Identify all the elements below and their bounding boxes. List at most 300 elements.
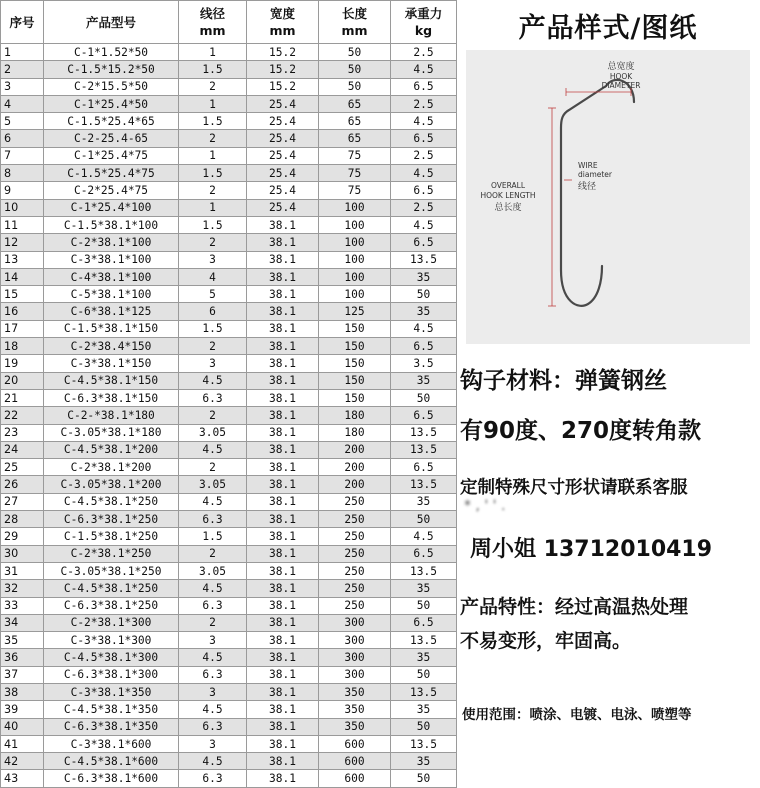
cell-wire: 3 bbox=[179, 735, 247, 752]
cell-length: 600 bbox=[319, 735, 391, 752]
table-row bbox=[1, 372, 457, 389]
cell-no: 33 bbox=[1, 597, 44, 614]
usage-text: 使用范围：喷涂、电镀、电泳、喷塑等 bbox=[462, 707, 692, 723]
cell-wire: 1.5 bbox=[179, 165, 247, 182]
cell-length: 150 bbox=[319, 372, 391, 389]
cell-wire: 3 bbox=[179, 355, 247, 372]
cell-width: 25.4 bbox=[247, 165, 319, 182]
cell-wire: 4 bbox=[179, 268, 247, 285]
cell-length: 100 bbox=[319, 199, 391, 216]
cell-length: 100 bbox=[319, 268, 391, 285]
cell-length: 250 bbox=[319, 528, 391, 545]
cell-width: 38.1 bbox=[247, 286, 319, 303]
table-row bbox=[1, 597, 457, 614]
table-row bbox=[1, 95, 457, 112]
cell-wire: 3.05 bbox=[179, 562, 247, 579]
cell-wire: 3 bbox=[179, 632, 247, 649]
label-width-en-2: DIAMETER bbox=[601, 81, 641, 90]
cell-width: 15.2 bbox=[247, 61, 319, 78]
cell-width: 15.2 bbox=[247, 44, 319, 61]
cell-wire: 6.3 bbox=[179, 511, 247, 528]
cell-width: 38.1 bbox=[247, 303, 319, 320]
cell-no: 36 bbox=[1, 649, 44, 666]
cell-length: 150 bbox=[319, 320, 391, 337]
cell-wire: 2 bbox=[179, 338, 247, 355]
cell-wire: 4.5 bbox=[179, 372, 247, 389]
cell-no: 24 bbox=[1, 441, 44, 458]
table-row bbox=[1, 199, 457, 216]
cell-length: 75 bbox=[319, 147, 391, 164]
label-wire-en-2: diameter bbox=[578, 170, 612, 179]
cell-length: 50 bbox=[319, 61, 391, 78]
hook-diagram bbox=[466, 50, 750, 344]
cell-length: 100 bbox=[319, 216, 391, 233]
cell-model: C-6.3*38.1*150 bbox=[44, 389, 179, 406]
cell-load: 35 bbox=[391, 493, 457, 510]
table-row bbox=[1, 355, 457, 372]
cell-load: 13.5 bbox=[391, 632, 457, 649]
table-row bbox=[1, 580, 457, 597]
cell-width: 38.1 bbox=[247, 251, 319, 268]
cell-model: C-6.3*38.1*350 bbox=[44, 718, 179, 735]
cell-no: 39 bbox=[1, 701, 44, 718]
cell-length: 75 bbox=[319, 165, 391, 182]
cell-model: C-4.5*38.1*300 bbox=[44, 649, 179, 666]
angle-text: 有90度、270度转角款 bbox=[460, 418, 702, 444]
col-header-model: 产品型号 bbox=[44, 1, 179, 44]
cell-wire: 2 bbox=[179, 234, 247, 251]
cell-wire: 3.05 bbox=[179, 424, 247, 441]
cell-load: 50 bbox=[391, 511, 457, 528]
cell-load: 6.5 bbox=[391, 234, 457, 251]
cell-model: C-1.5*25.4*75 bbox=[44, 165, 179, 182]
label-length-en-2: HOOK LENGTH bbox=[480, 191, 536, 200]
cell-load: 2.5 bbox=[391, 199, 457, 216]
cell-model: C-1*25.4*50 bbox=[44, 95, 179, 112]
cell-wire: 2 bbox=[179, 407, 247, 424]
cell-wire: 6 bbox=[179, 303, 247, 320]
cell-wire: 2 bbox=[179, 614, 247, 631]
table-row bbox=[1, 545, 457, 562]
cell-load: 2.5 bbox=[391, 95, 457, 112]
table-row bbox=[1, 424, 457, 441]
cell-width: 25.4 bbox=[247, 182, 319, 199]
cell-no: 9 bbox=[1, 182, 44, 199]
cell-load: 6.5 bbox=[391, 545, 457, 562]
label-width-cn: 总宽度 bbox=[607, 62, 635, 72]
cell-length: 350 bbox=[319, 683, 391, 700]
cell-model: C-3*38.1*150 bbox=[44, 355, 179, 372]
cell-no: 11 bbox=[1, 216, 44, 233]
cell-no: 40 bbox=[1, 718, 44, 735]
cell-model: C-6.3*38.1*250 bbox=[44, 511, 179, 528]
cell-model: C-4.5*38.1*150 bbox=[44, 372, 179, 389]
label-length-en-1: OVERALL bbox=[490, 181, 526, 190]
col-header-wire: 线径 mm bbox=[179, 1, 247, 44]
cell-length: 100 bbox=[319, 286, 391, 303]
cell-wire: 1 bbox=[179, 199, 247, 216]
cell-no: 43 bbox=[1, 770, 44, 787]
cell-length: 200 bbox=[319, 459, 391, 476]
cell-wire: 6.3 bbox=[179, 770, 247, 787]
col-header-width: 宽度 mm bbox=[247, 1, 319, 44]
hook-diagram-svg bbox=[466, 50, 750, 344]
cell-length: 50 bbox=[319, 44, 391, 61]
cell-model: C-3.05*38.1*200 bbox=[44, 476, 179, 493]
cell-load: 4.5 bbox=[391, 216, 457, 233]
cell-wire: 4.5 bbox=[179, 580, 247, 597]
cell-load: 6.5 bbox=[391, 459, 457, 476]
table-row bbox=[1, 320, 457, 337]
cell-no: 14 bbox=[1, 268, 44, 285]
table-row bbox=[1, 511, 457, 528]
cell-load: 50 bbox=[391, 666, 457, 683]
cell-model: C-1.5*38.1*150 bbox=[44, 320, 179, 337]
cell-width: 38.1 bbox=[247, 493, 319, 510]
cell-wire: 2 bbox=[179, 130, 247, 147]
cell-model: C-2*38.1*100 bbox=[44, 234, 179, 251]
cell-load: 35 bbox=[391, 649, 457, 666]
cell-no: 20 bbox=[1, 372, 44, 389]
cell-model: C-2*15.5*50 bbox=[44, 78, 179, 95]
cell-load: 13.5 bbox=[391, 683, 457, 700]
cell-no: 7 bbox=[1, 147, 44, 164]
cell-model: C-6.3*38.1*250 bbox=[44, 597, 179, 614]
cell-no: 37 bbox=[1, 666, 44, 683]
col-header-load: 承重力 kg bbox=[391, 1, 457, 44]
cell-width: 38.1 bbox=[247, 597, 319, 614]
cell-load: 35 bbox=[391, 372, 457, 389]
cell-wire: 3 bbox=[179, 683, 247, 700]
cell-load: 13.5 bbox=[391, 251, 457, 268]
cell-length: 75 bbox=[319, 182, 391, 199]
cell-no: 35 bbox=[1, 632, 44, 649]
cell-length: 150 bbox=[319, 338, 391, 355]
cell-width: 38.1 bbox=[247, 372, 319, 389]
table-row bbox=[1, 303, 457, 320]
cell-load: 35 bbox=[391, 701, 457, 718]
label-length-cn: 总长度 bbox=[494, 203, 522, 213]
cell-length: 50 bbox=[319, 78, 391, 95]
cell-no: 12 bbox=[1, 234, 44, 251]
cell-model: C-3.05*38.1*250 bbox=[44, 562, 179, 579]
cell-length: 300 bbox=[319, 614, 391, 631]
label-wire-en-1: WIRE bbox=[578, 161, 598, 170]
cell-wire: 2 bbox=[179, 459, 247, 476]
cell-wire: 4.5 bbox=[179, 649, 247, 666]
cell-model: C-2-25.4-65 bbox=[44, 130, 179, 147]
cell-load: 50 bbox=[391, 718, 457, 735]
cell-model: C-2*38.1*200 bbox=[44, 459, 179, 476]
cell-no: 19 bbox=[1, 355, 44, 372]
cell-width: 38.1 bbox=[247, 718, 319, 735]
cell-model: C-1.5*15.2*50 bbox=[44, 61, 179, 78]
table-row bbox=[1, 286, 457, 303]
cell-model: C-4.5*38.1*350 bbox=[44, 701, 179, 718]
cell-wire: 1.5 bbox=[179, 61, 247, 78]
cell-load: 35 bbox=[391, 753, 457, 770]
cell-width: 38.1 bbox=[247, 770, 319, 787]
table-row bbox=[1, 44, 457, 61]
cell-model: C-3*38.1*300 bbox=[44, 632, 179, 649]
table-row bbox=[1, 147, 457, 164]
cell-no: 1 bbox=[1, 44, 44, 61]
cell-width: 25.4 bbox=[247, 130, 319, 147]
cell-model: C-3*38.1*100 bbox=[44, 251, 179, 268]
cell-load: 3.5 bbox=[391, 355, 457, 372]
cell-length: 300 bbox=[319, 649, 391, 666]
cell-no: 30 bbox=[1, 545, 44, 562]
cell-no: 31 bbox=[1, 562, 44, 579]
table-row bbox=[1, 389, 457, 406]
cell-width: 38.1 bbox=[247, 528, 319, 545]
cell-width: 38.1 bbox=[247, 562, 319, 579]
cell-length: 250 bbox=[319, 562, 391, 579]
cell-model: C-6.3*38.1*600 bbox=[44, 770, 179, 787]
cell-load: 2.5 bbox=[391, 147, 457, 164]
cell-load: 4.5 bbox=[391, 528, 457, 545]
cell-width: 38.1 bbox=[247, 666, 319, 683]
cell-no: 42 bbox=[1, 753, 44, 770]
cell-load: 50 bbox=[391, 389, 457, 406]
cell-load: 6.5 bbox=[391, 614, 457, 631]
table-row bbox=[1, 753, 457, 770]
cell-model: C-1*25.4*100 bbox=[44, 199, 179, 216]
cell-length: 65 bbox=[319, 130, 391, 147]
cell-no: 32 bbox=[1, 580, 44, 597]
cell-width: 38.1 bbox=[247, 735, 319, 752]
cell-length: 250 bbox=[319, 545, 391, 562]
cell-model: C-1.5*38.1*250 bbox=[44, 528, 179, 545]
cell-model: C-1*1.52*50 bbox=[44, 44, 179, 61]
cell-wire: 4.5 bbox=[179, 493, 247, 510]
cell-load: 4.5 bbox=[391, 320, 457, 337]
cell-width: 25.4 bbox=[247, 95, 319, 112]
table-row bbox=[1, 407, 457, 424]
table-row bbox=[1, 459, 457, 476]
cell-length: 100 bbox=[319, 234, 391, 251]
cell-length: 250 bbox=[319, 493, 391, 510]
label-wire-cn: 线径 bbox=[578, 182, 597, 192]
table-row bbox=[1, 268, 457, 285]
cell-no: 6 bbox=[1, 130, 44, 147]
cell-wire: 6.3 bbox=[179, 666, 247, 683]
cell-length: 65 bbox=[319, 113, 391, 130]
cell-model: C-1.5*25.4*65 bbox=[44, 113, 179, 130]
cell-wire: 1.5 bbox=[179, 528, 247, 545]
cell-load: 13.5 bbox=[391, 441, 457, 458]
table-row bbox=[1, 735, 457, 752]
cell-no: 8 bbox=[1, 165, 44, 182]
cell-model: C-6*38.1*125 bbox=[44, 303, 179, 320]
cell-no: 26 bbox=[1, 476, 44, 493]
cell-no: 17 bbox=[1, 320, 44, 337]
cell-wire: 2 bbox=[179, 182, 247, 199]
cell-load: 4.5 bbox=[391, 165, 457, 182]
cell-model: C-4.5*38.1*200 bbox=[44, 441, 179, 458]
feature-line-1: 产品特性：经过高温热处理 bbox=[460, 596, 689, 618]
cell-no: 27 bbox=[1, 493, 44, 510]
cell-length: 600 bbox=[319, 770, 391, 787]
cell-load: 13.5 bbox=[391, 562, 457, 579]
table-row bbox=[1, 649, 457, 666]
cell-length: 250 bbox=[319, 597, 391, 614]
s-hook-wire bbox=[561, 80, 634, 306]
table-row bbox=[1, 130, 457, 147]
cell-length: 150 bbox=[319, 389, 391, 406]
table-header bbox=[1, 1, 457, 44]
cell-length: 250 bbox=[319, 511, 391, 528]
cell-width: 38.1 bbox=[247, 701, 319, 718]
cell-width: 38.1 bbox=[247, 268, 319, 285]
cell-width: 38.1 bbox=[247, 753, 319, 770]
table-row bbox=[1, 528, 457, 545]
cell-length: 200 bbox=[319, 476, 391, 493]
cell-wire: 6.3 bbox=[179, 718, 247, 735]
cell-no: 22 bbox=[1, 407, 44, 424]
table-row bbox=[1, 113, 457, 130]
cell-wire: 4.5 bbox=[179, 441, 247, 458]
cell-load: 50 bbox=[391, 770, 457, 787]
cell-load: 6.5 bbox=[391, 407, 457, 424]
cell-no: 29 bbox=[1, 528, 44, 545]
cell-length: 180 bbox=[319, 407, 391, 424]
cell-model: C-1*25.4*75 bbox=[44, 147, 179, 164]
cell-wire: 4.5 bbox=[179, 701, 247, 718]
cell-load: 4.5 bbox=[391, 61, 457, 78]
table-row bbox=[1, 632, 457, 649]
cell-width: 25.4 bbox=[247, 113, 319, 130]
col-header-no: 序号 bbox=[1, 1, 44, 44]
cell-no: 18 bbox=[1, 338, 44, 355]
cell-wire: 1.5 bbox=[179, 320, 247, 337]
feature-line-2: 不易变形，牢固高。 bbox=[460, 630, 632, 652]
cell-length: 300 bbox=[319, 666, 391, 683]
cell-model: C-3*38.1*350 bbox=[44, 683, 179, 700]
cell-wire: 1.5 bbox=[179, 216, 247, 233]
cell-no: 38 bbox=[1, 683, 44, 700]
cell-width: 38.1 bbox=[247, 424, 319, 441]
cell-width: 38.1 bbox=[247, 389, 319, 406]
cell-length: 200 bbox=[319, 441, 391, 458]
table-row bbox=[1, 718, 457, 735]
cell-load: 6.5 bbox=[391, 338, 457, 355]
cell-width: 38.1 bbox=[247, 355, 319, 372]
cell-model: C-6.3*38.1*300 bbox=[44, 666, 179, 683]
cell-length: 65 bbox=[319, 95, 391, 112]
table-row bbox=[1, 701, 457, 718]
cell-length: 600 bbox=[319, 753, 391, 770]
contact-text: 周小姐 13712010419 bbox=[470, 537, 713, 562]
cell-no: 23 bbox=[1, 424, 44, 441]
cell-no: 13 bbox=[1, 251, 44, 268]
table-row bbox=[1, 770, 457, 787]
table-row bbox=[1, 493, 457, 510]
table-row bbox=[1, 562, 457, 579]
table-row bbox=[1, 234, 457, 251]
table-row bbox=[1, 614, 457, 631]
cell-model: C-4*38.1*100 bbox=[44, 268, 179, 285]
cell-length: 350 bbox=[319, 701, 391, 718]
cell-width: 38.1 bbox=[247, 320, 319, 337]
cell-load: 50 bbox=[391, 286, 457, 303]
cell-load: 13.5 bbox=[391, 424, 457, 441]
cell-model: C-2-*38.1*180 bbox=[44, 407, 179, 424]
cell-wire: 1 bbox=[179, 44, 247, 61]
cell-model: C-3*38.1*600 bbox=[44, 735, 179, 752]
section-title: 产品样式/图纸 bbox=[518, 13, 698, 44]
cell-length: 300 bbox=[319, 632, 391, 649]
cell-width: 38.1 bbox=[247, 407, 319, 424]
cell-model: C-1.5*38.1*100 bbox=[44, 216, 179, 233]
cell-no: 4 bbox=[1, 95, 44, 112]
right-panel bbox=[456, 0, 760, 760]
cell-no: 41 bbox=[1, 735, 44, 752]
cell-width: 25.4 bbox=[247, 147, 319, 164]
cell-load: 35 bbox=[391, 303, 457, 320]
cell-no: 16 bbox=[1, 303, 44, 320]
cell-width: 38.1 bbox=[247, 614, 319, 631]
cell-load: 6.5 bbox=[391, 78, 457, 95]
table-row bbox=[1, 666, 457, 683]
cell-width: 38.1 bbox=[247, 580, 319, 597]
cell-wire: 3.05 bbox=[179, 476, 247, 493]
cell-load: 6.5 bbox=[391, 182, 457, 199]
custom-size-text: 定制特殊尺寸形状请联系客服 bbox=[460, 478, 688, 498]
cell-load: 6.5 bbox=[391, 130, 457, 147]
cell-width: 38.1 bbox=[247, 338, 319, 355]
cell-model: C-2*38.1*250 bbox=[44, 545, 179, 562]
cell-wire: 1.5 bbox=[179, 113, 247, 130]
cell-wire: 3 bbox=[179, 251, 247, 268]
cell-model: C-3.05*38.1*180 bbox=[44, 424, 179, 441]
cell-load: 13.5 bbox=[391, 735, 457, 752]
label-width-en-1: HOOK bbox=[609, 72, 633, 81]
cell-model: C-4.5*38.1*600 bbox=[44, 753, 179, 770]
cell-load: 50 bbox=[391, 597, 457, 614]
cell-wire: 2 bbox=[179, 78, 247, 95]
cell-load: 4.5 bbox=[391, 113, 457, 130]
cell-no: 25 bbox=[1, 459, 44, 476]
col-header-length: 长度 mm bbox=[319, 1, 391, 44]
table-row bbox=[1, 338, 457, 355]
cell-wire: 5 bbox=[179, 286, 247, 303]
cell-length: 350 bbox=[319, 718, 391, 735]
table-body bbox=[1, 44, 457, 788]
cell-model: C-2*25.4*75 bbox=[44, 182, 179, 199]
cell-width: 38.1 bbox=[247, 545, 319, 562]
cell-no: 34 bbox=[1, 614, 44, 631]
blurred-text: * , ' ' . bbox=[464, 498, 506, 514]
cell-load: 13.5 bbox=[391, 476, 457, 493]
table-row bbox=[1, 476, 457, 493]
cell-length: 125 bbox=[319, 303, 391, 320]
cell-model: C-5*38.1*100 bbox=[44, 286, 179, 303]
cell-no: 15 bbox=[1, 286, 44, 303]
cell-width: 38.1 bbox=[247, 216, 319, 233]
cell-model: C-4.5*38.1*250 bbox=[44, 580, 179, 597]
cell-wire: 4.5 bbox=[179, 753, 247, 770]
cell-width: 38.1 bbox=[247, 649, 319, 666]
table-row bbox=[1, 251, 457, 268]
cell-wire: 6.3 bbox=[179, 389, 247, 406]
cell-width: 25.4 bbox=[247, 199, 319, 216]
cell-wire: 1 bbox=[179, 147, 247, 164]
cell-width: 38.1 bbox=[247, 459, 319, 476]
material-text: 钩子材料：弹簧钢丝 bbox=[460, 368, 667, 394]
cell-no: 5 bbox=[1, 113, 44, 130]
cell-wire: 6.3 bbox=[179, 597, 247, 614]
